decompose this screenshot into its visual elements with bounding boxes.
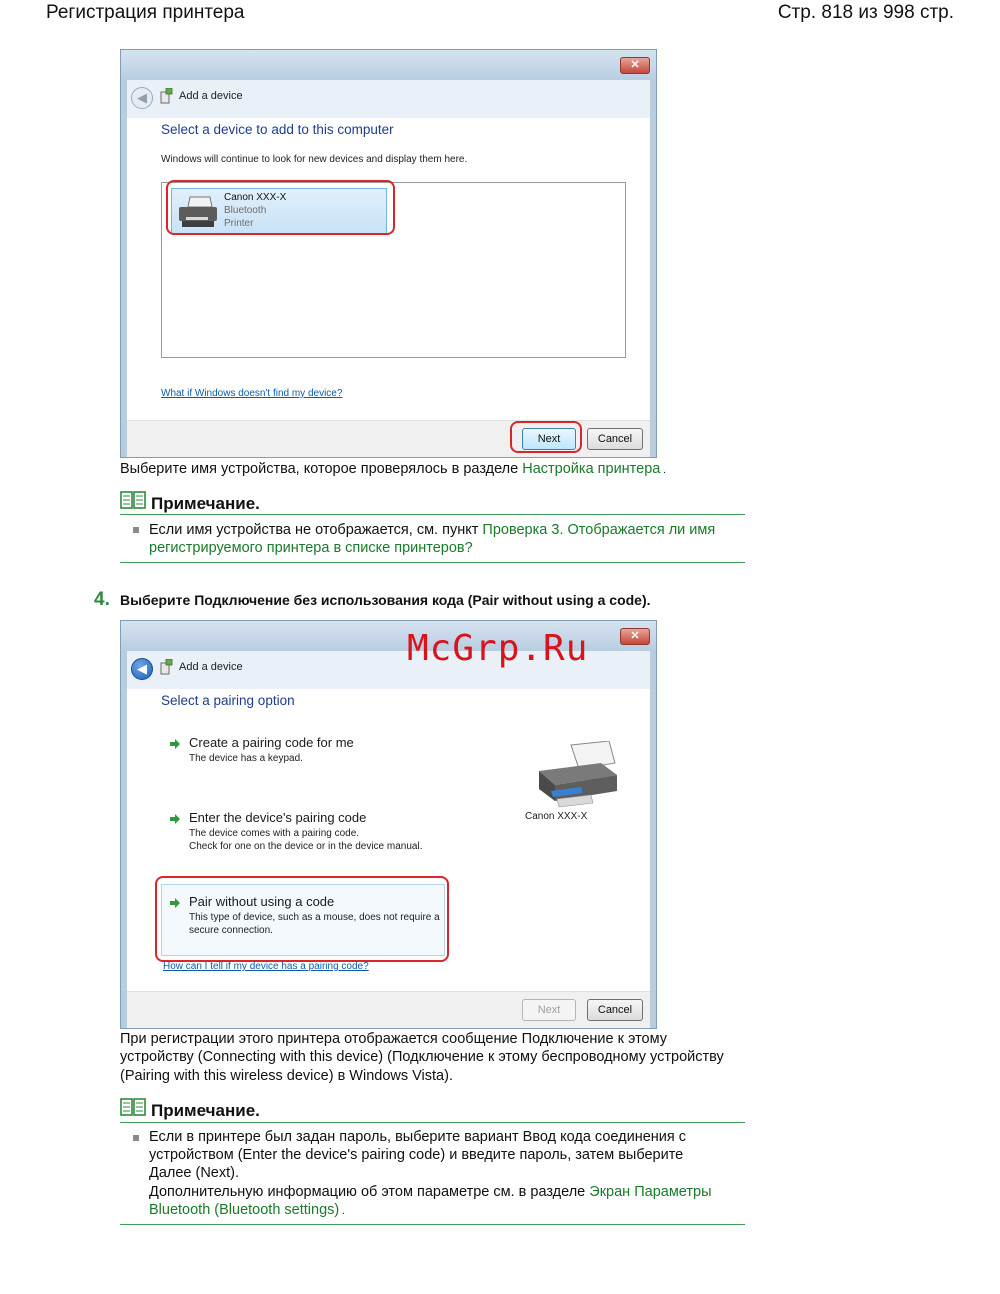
back-arrow-icon[interactable]: ◀ [131, 658, 153, 680]
help-link[interactable]: What if Windows doesn't find my device? [161, 388, 343, 399]
step-number: 4. [94, 589, 110, 610]
note-line: Если в принтере был задан пароль, выберите вариант Ввод кода соединения с [149, 1129, 687, 1145]
page-header-title: Регистрация принтера [46, 2, 245, 23]
green-arrow-icon [169, 738, 181, 750]
add-device-dialog-1 [120, 49, 657, 458]
option-desc: This type of device, such as a mouse, does not require a [189, 912, 440, 923]
dialog-nav-title: Add a device [179, 661, 243, 673]
paragraph-end: . [660, 465, 666, 476]
dialog-nav-title: Add a device [179, 90, 243, 102]
step-text: Выберите Подключение без использования кода (Pair without using a code). [120, 592, 651, 608]
device-category: Printer [224, 218, 254, 229]
note-divider [120, 514, 745, 515]
page-number: Стр. 818 из 998 стр. [777, 2, 954, 23]
note-line [149, 1201, 345, 1222]
note-line: Далее (Next). [149, 1165, 240, 1181]
option-create-code[interactable]: Create a pairing code for me [189, 735, 354, 750]
note-book-icon [120, 491, 146, 509]
cancel-button[interactable]: Cancel [587, 999, 643, 1021]
bluetooth-settings-link-continued[interactable]: Bluetooth (Bluetooth settings) [149, 1202, 340, 1218]
bullet [133, 527, 139, 533]
add-device-dialog-2 [120, 620, 657, 1029]
watermark: McGrp.Ru [407, 628, 589, 669]
dialog-footer [127, 991, 650, 1028]
close-button[interactable]: ✕ [620, 57, 650, 74]
highlight-box [510, 421, 582, 453]
dialog-titlebar [121, 50, 656, 80]
instruction-paragraph [120, 460, 666, 481]
printer-setup-link[interactable]: Настройка принтера [522, 461, 661, 477]
highlight-box [166, 180, 395, 235]
note-text: Если имя устройства не отображается, см. пункт [149, 522, 483, 538]
option-desc: secure connection. [189, 925, 273, 936]
dialog-content [127, 118, 650, 421]
back-arrow-icon[interactable]: ◀ [131, 87, 153, 109]
next-button[interactable]: Next [522, 428, 576, 450]
option-desc: Check for one on the device or in the device manual. [189, 841, 423, 852]
note-line: устройством (Enter the device's pairing code) и введите пароль, затем выберите [149, 1147, 684, 1163]
note-line [149, 1183, 712, 1202]
dialog-subtitle: Windows will continue to look for new devices and display them here. [161, 154, 468, 165]
option-enter-code[interactable]: Enter the device's pairing code [189, 810, 367, 825]
bullet [133, 1135, 139, 1141]
note-divider [120, 562, 745, 563]
paragraph-text: Выберите имя устройства, которое проверялось в разделе [120, 461, 523, 477]
close-button[interactable]: ✕ [620, 628, 650, 645]
dialog-content [127, 689, 650, 992]
device-wizard-icon [159, 88, 173, 104]
option-pair-without-code[interactable]: Pair without using a code [189, 894, 335, 909]
note-text: Дополнительную информацию об этом параметре см. в разделе [149, 1184, 590, 1200]
device-type: Bluetooth [224, 205, 267, 216]
note-title: Примечание. [151, 494, 260, 513]
bluetooth-settings-link[interactable]: Экран Параметры [589, 1184, 712, 1200]
note-divider [120, 1122, 745, 1123]
note-title: Примечание. [151, 1101, 260, 1120]
note-end: . [339, 1206, 345, 1217]
paragraph-line: При регистрации этого принтера отображается сообщение Подключение к этому [120, 1031, 667, 1047]
check3-link-continued[interactable]: регистрируемого принтера в списке принтеров? [149, 540, 473, 556]
printer-icon [531, 741, 621, 809]
option-desc: The device has a keypad. [189, 753, 303, 764]
note-divider [120, 1224, 745, 1225]
help-link[interactable]: How can I tell if my device has a pairing code? [163, 961, 369, 972]
highlight-box [155, 876, 449, 962]
note-book-icon [120, 1098, 146, 1116]
dialog-footer [127, 420, 650, 457]
paragraph-line: (Pairing with this wireless device) в Windows Vista). [120, 1068, 453, 1084]
device-name: Canon XXX-X [224, 192, 287, 203]
option-desc: The device comes with a pairing code. [189, 828, 360, 839]
cancel-button[interactable]: Cancel [587, 428, 643, 450]
next-button[interactable]: Next [522, 999, 576, 1021]
note-text-line1 [149, 521, 715, 540]
paragraph-line: устройству (Connecting with this device) (Подключение к этому беспроводному устройству [120, 1049, 724, 1065]
green-arrow-icon [169, 813, 181, 825]
device-label: Canon XXX-X [525, 811, 588, 822]
device-wizard-icon [159, 659, 173, 675]
dialog-nav-bar [127, 80, 650, 118]
dialog-heading: Select a pairing option [161, 693, 295, 708]
dialog-heading: Select a device to add to this computer [161, 122, 394, 137]
check3-link[interactable]: Проверка 3. Отображается ли имя [482, 522, 716, 538]
